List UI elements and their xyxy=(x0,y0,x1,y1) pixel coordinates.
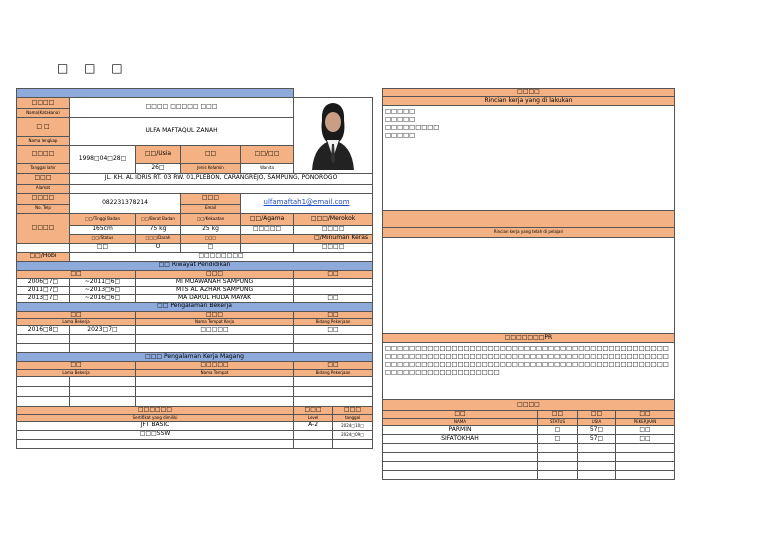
drink-header: □/Minuman Keras xyxy=(241,234,373,243)
height-value: 165cm xyxy=(70,225,136,234)
age-label: □□/Usia xyxy=(136,145,181,163)
gender-label: □□ xyxy=(181,145,241,163)
smoke-header: □□□/Merokok xyxy=(294,213,373,225)
marital-label: □□/□□ xyxy=(241,145,294,163)
edu-note-header: □□ xyxy=(294,270,373,278)
table-row: PARMIN □ 57□ □□ xyxy=(383,426,675,435)
work-place-header: □□□ xyxy=(136,311,294,319)
details-table xyxy=(382,88,675,480)
religion-header: □□/Agama xyxy=(241,213,294,225)
smoke-value: □□□□ xyxy=(294,225,373,234)
table-row: 2006□7□ ~2011□6□ MI MUAWANAH SAMPUNG xyxy=(17,278,373,286)
profile-header-bar xyxy=(17,89,294,98)
strength-value: 25 kg xyxy=(181,225,241,234)
cert-level-sub: Level xyxy=(294,414,333,421)
phone-label: □□□□ xyxy=(17,193,70,204)
name-label: □ □ xyxy=(17,118,70,137)
table-row: □□□SSW 2024□09□ xyxy=(17,430,373,439)
fam-name-sub: NAMA xyxy=(383,419,538,426)
phone-sub: No. Telp xyxy=(17,204,70,213)
study-sub: Rincian kerja yang telah di pelajari xyxy=(383,228,675,238)
table-row: SIFATOKHAH □ 57□ □□ xyxy=(383,435,675,444)
cert-name-sub: Sertifikat yang dimiliki xyxy=(17,414,294,421)
email-link[interactable] xyxy=(241,193,373,213)
education-header: □□ Riwayat Pendidikan xyxy=(17,261,373,270)
dob-label: □□□□ xyxy=(17,145,70,163)
profile-table xyxy=(16,88,373,449)
work-period-header: □□ xyxy=(17,311,136,319)
person-photo-icon xyxy=(294,98,372,170)
blood-value: O xyxy=(136,243,181,252)
pr-header: □□□□□□□PR xyxy=(383,334,675,343)
address-label: □□□ xyxy=(17,173,70,184)
address-value: JL. KH. AL IDRIS RT. 03 RW. 01,PLEBON, CARANGREJO, SAMPUNG, PONOROGO xyxy=(70,173,373,184)
family-header: □□□□ xyxy=(383,400,675,411)
fam-name-header: □□ xyxy=(383,411,538,419)
alcohol-header: □□□ xyxy=(181,234,241,243)
hobby-label: □□/Hobi xyxy=(17,252,70,261)
edu-school-header: □□□ xyxy=(136,270,294,278)
fam-age-sub: USIA xyxy=(578,419,616,426)
intern-place-header: □□□□□ xyxy=(136,362,294,370)
intern-header: □□□ Pengalaman Kerja Magang xyxy=(17,353,373,362)
gender-sub: Jenis Kelamin xyxy=(181,163,241,173)
work-header: □□ Pengalaman Bekerja xyxy=(17,302,373,311)
height-header: □□/Tinggi Badan xyxy=(70,213,136,225)
pr-text: □□□□□□□□□□□□□□□□□□□□□□□□□□□□□□□□□□□□□□□□□□□□□□□□□□□□□□□□□□□□□□□□□□□□□□□□□□□□□□□□□□□□□□□□□□□□□□□□□□□□□□□□□□□□□□□□□□□□□□□□□□□□□□□□□□□□□□□□□□□□□□□□□□□□□□□□□□□□□□□□ xyxy=(383,343,675,400)
status-value: □□ xyxy=(70,243,136,252)
physical-label: □□□□ xyxy=(17,213,70,243)
study-details xyxy=(383,238,675,334)
intern-field-header: □□ xyxy=(294,362,373,370)
fam-status-header: □□ xyxy=(538,411,578,419)
name-kana-label: □□□□ xyxy=(17,98,70,109)
cert-level-header: □□□ xyxy=(294,406,333,414)
weight-value: 75 kg xyxy=(136,225,181,234)
fam-job-sub: PEKERJAAN xyxy=(616,419,675,426)
blood-header: □□□/Darah xyxy=(136,234,181,243)
table-row: 2011□7□ ~2013□6□ MTS AL AZHAR SAMPUNG xyxy=(17,286,373,294)
email-value[interactable]: ulfamaftah1@email.com xyxy=(263,198,350,207)
hobby-value: □□□□□□□□ xyxy=(70,252,373,261)
name-sub: Nama lengkap xyxy=(17,136,70,145)
strength-header: □□/Kekuatan xyxy=(181,213,241,225)
alcohol-value: □ xyxy=(181,243,241,252)
work-place-sub: Nama Tempat Kerja xyxy=(136,319,294,326)
intern-place-sub: Nama Tempat xyxy=(136,369,294,376)
address-sub: Alamat xyxy=(17,184,70,193)
job-details: □□□□□ □□□□□ □□□□□□□□□ □□□□□ xyxy=(383,106,675,211)
phone-value: 082231378214 xyxy=(70,193,181,213)
age-value: 26□ xyxy=(136,163,181,173)
status-header: □□/Status xyxy=(70,234,136,243)
document-title: □ □ □ xyxy=(57,61,129,75)
study-header xyxy=(383,211,675,228)
marital-value: Wanita xyxy=(241,163,294,173)
drink-value: □□□□ xyxy=(294,243,373,252)
table-row: 2013□7□ ~2016□6□ MA DARUL HUDA MAYAK □□ xyxy=(17,294,373,302)
table-row: JFT BASIC A-2 2024□10□ xyxy=(17,421,373,430)
edu-period-header: □□ xyxy=(17,270,136,278)
job-header: □□□□ xyxy=(383,89,675,97)
dob-value: 1998□04□28□ xyxy=(70,145,136,173)
intern-field-sub: Bidang Pekerjaan xyxy=(294,369,373,376)
table-row: 2016□8□ 2023□7□ □□□□□ □□ xyxy=(17,326,373,335)
fam-job-header: □□ xyxy=(616,411,675,419)
religion-value: □□□□□ xyxy=(241,225,294,234)
dob-sub: Tanggal lahir xyxy=(17,163,70,173)
fam-age-header: □□ xyxy=(578,411,616,419)
profile-photo xyxy=(294,98,373,174)
name-value: ULFA MAFTAQUL ZANAH xyxy=(70,118,294,146)
cert-date-header: □□□ xyxy=(333,406,373,414)
intern-period-header: □□ xyxy=(17,362,136,370)
work-field-header: □□ xyxy=(294,311,373,319)
fam-status-sub: STATUS xyxy=(538,419,578,426)
work-field-sub: Bidang Pekerjaan xyxy=(294,319,373,326)
cert-name-header: □□□□□□ xyxy=(17,406,294,414)
intern-period-sub: Lama Bekerja xyxy=(17,369,136,376)
email-label: □□□ xyxy=(181,193,241,204)
job-sub: Rincian kerja yang di lakukan xyxy=(383,97,675,106)
weight-header: □□/Berat Badan xyxy=(136,213,181,225)
name-kana-value: □□□□ □□□□□ □□□ xyxy=(70,98,294,118)
cert-date-sub: tanggal xyxy=(333,414,373,421)
email-sub: Email xyxy=(181,204,241,213)
name-kana-sub: Nama(Katakana) xyxy=(17,109,70,118)
work-period-sub: Lama Bekerja xyxy=(17,319,136,326)
